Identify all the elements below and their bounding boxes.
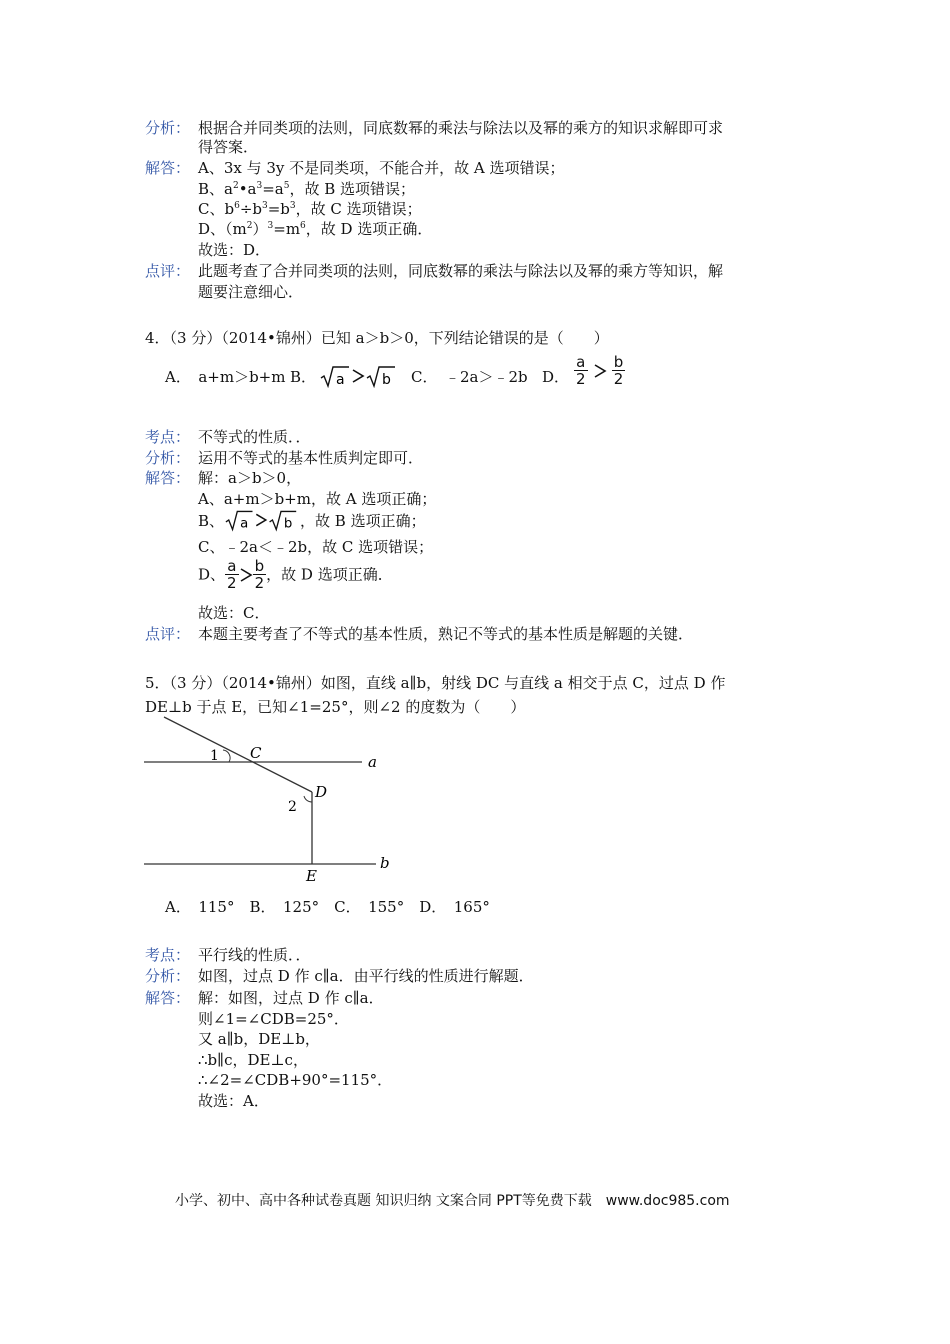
svg-text:a: a (240, 516, 249, 532)
comment-label: 点评： (145, 625, 191, 643)
q5-analysis: 如图，过点 D 作 c∥a．由平行线的性质进行解题． (198, 967, 534, 985)
angle-2-arc (304, 796, 312, 802)
q5-keypoint: 平行线的性质．． (198, 946, 311, 964)
label-1: 1 (210, 748, 219, 764)
q4-option-c: C． ﹣2a＞﹣2b (411, 368, 528, 386)
label-2: 2 (288, 799, 297, 815)
label-c: C (250, 744, 262, 762)
sqrt-compare-icon (224, 508, 300, 532)
analysis-label: 分析： (145, 449, 191, 467)
solution-label: 解答： (145, 469, 191, 487)
solution-label: 解答： (145, 989, 191, 1007)
svg-text:b: b (283, 516, 293, 532)
q5-stem-line-1: 5．（3 分）（2014•锦州）如图，直线 a∥b，射线 DC 与直线 a 相交于点 C，过点 D 作 (145, 674, 726, 692)
frac-a-num: a (574, 354, 588, 371)
keypoint-label: 考点： (145, 428, 191, 446)
q4-option-b-expr (319, 364, 399, 392)
sqrt-b-text: b (382, 372, 391, 388)
frac-a-den: 2 (576, 370, 586, 388)
q4-analysis: 运用不等式的基本性质判定即可． (198, 449, 424, 467)
q4-comment: 本题主要考查了不等式的基本性质，熟记不等式的基本性质是解题的关键． (198, 625, 694, 643)
q5-solution-1: 解：如图，过点 D 作 c∥a． (198, 989, 384, 1007)
angle-1-arc (223, 750, 230, 762)
q4-option-a: A． a+m＞b+m (165, 368, 286, 386)
ray-dc (164, 717, 312, 792)
q3-solution-a: A、3x 与 3y 不是同类项，不能合并，故 A 选项错误； (198, 159, 565, 177)
q4-option-d-label: D． (542, 368, 570, 386)
page-footer: 小学、初中、高中各种试卷真题 知识归纳 文案合同 PPT等免费下载 www.doc985.com (175, 1193, 730, 1209)
greater-than-icon (239, 567, 253, 583)
q5-solution-4: ∴b∥c，DE⊥c， (198, 1051, 308, 1069)
frac-b-num: b (612, 354, 626, 371)
analysis-label: 分析： (145, 967, 191, 985)
q3-comment-line-2: 题要注意细心． (198, 283, 304, 301)
q3-comment-line-1: 此题考查了合并同类项的法则，同底数幂的乘法与除法以及幂的乘方等知识，解 (198, 262, 724, 280)
q4-keypoint: 不等式的性质．． (198, 428, 311, 446)
q5-solution-5: ∴∠2=∠CDB+90°=115°． (198, 1071, 393, 1089)
sqrt-compare-icon (319, 364, 399, 388)
greater-than-icon (593, 363, 607, 379)
analysis-label: 分析： (145, 119, 191, 137)
q4-solution-1: 解：a＞b＞0， (198, 469, 302, 487)
solution-label: 解答： (145, 159, 191, 177)
q3-solution-d: D、$(m^2)^3=m^6$，故 D 选项正确． (198, 220, 433, 238)
q5-options: A． 115° B． 125° C． 155° D． 165° (165, 898, 490, 916)
q4-stem: 4．（3 分）（2014•锦州）已知 a＞b＞0，下列结论错误的是（ ） (145, 329, 609, 347)
q4-choose: 故选：C． (198, 604, 270, 622)
q5-geometry-figure (140, 715, 400, 885)
q3-analysis-line-1: 根据合并同类项的法则，同底数幂的乘法与除法以及幂的乘方的知识求解即可求 (198, 119, 724, 137)
q3-analysis-line-2: 得答案． (198, 138, 259, 156)
keypoint-label: 考点： (145, 946, 191, 964)
q5-solution-3: 又 a∥b，DE⊥b， (198, 1030, 320, 1048)
q5-choose: 故选：A． (198, 1092, 269, 1110)
label-d: D (315, 783, 328, 801)
q3-solution-c: C、$b^6\div b^3=b^3$，故 C 选项错误； (198, 200, 422, 218)
q4-options (165, 354, 645, 394)
sqrt-a-text: a (336, 372, 345, 388)
label-b: b (380, 854, 390, 872)
q5-stem-line-2: DE⊥b 于点 E，已知∠1=25°，则∠2 的度数为（ ） (145, 698, 526, 716)
q4-solution-b: B、 a b ，故 B 选项正确； (198, 508, 426, 534)
q3-choose: 故选：D． (198, 241, 271, 259)
q4-solution-a: A、a+m＞b+m，故 A 选项正确； (198, 490, 437, 508)
label-a: a (368, 753, 377, 771)
label-e: E (306, 867, 317, 885)
comment-label: 点评： (145, 262, 191, 280)
q5-solution-2: 则∠1=∠CDB=25°． (198, 1010, 349, 1028)
q4-option-d-expr (574, 354, 625, 387)
q4-solution-c: C、﹣2a＜﹣2b，故 C 选项错误； (198, 538, 434, 556)
q4-solution-d: D、 $\frac{a}{2}$ $\frac{b}{2}$ ，故 D 选项正确． (198, 557, 393, 592)
q4-option-b-label: B． (290, 368, 317, 386)
frac-b-den: 2 (613, 370, 624, 388)
q3-solution-b: B、$a^2•a^3=a^5$，故 B 选项错误； (198, 180, 416, 198)
